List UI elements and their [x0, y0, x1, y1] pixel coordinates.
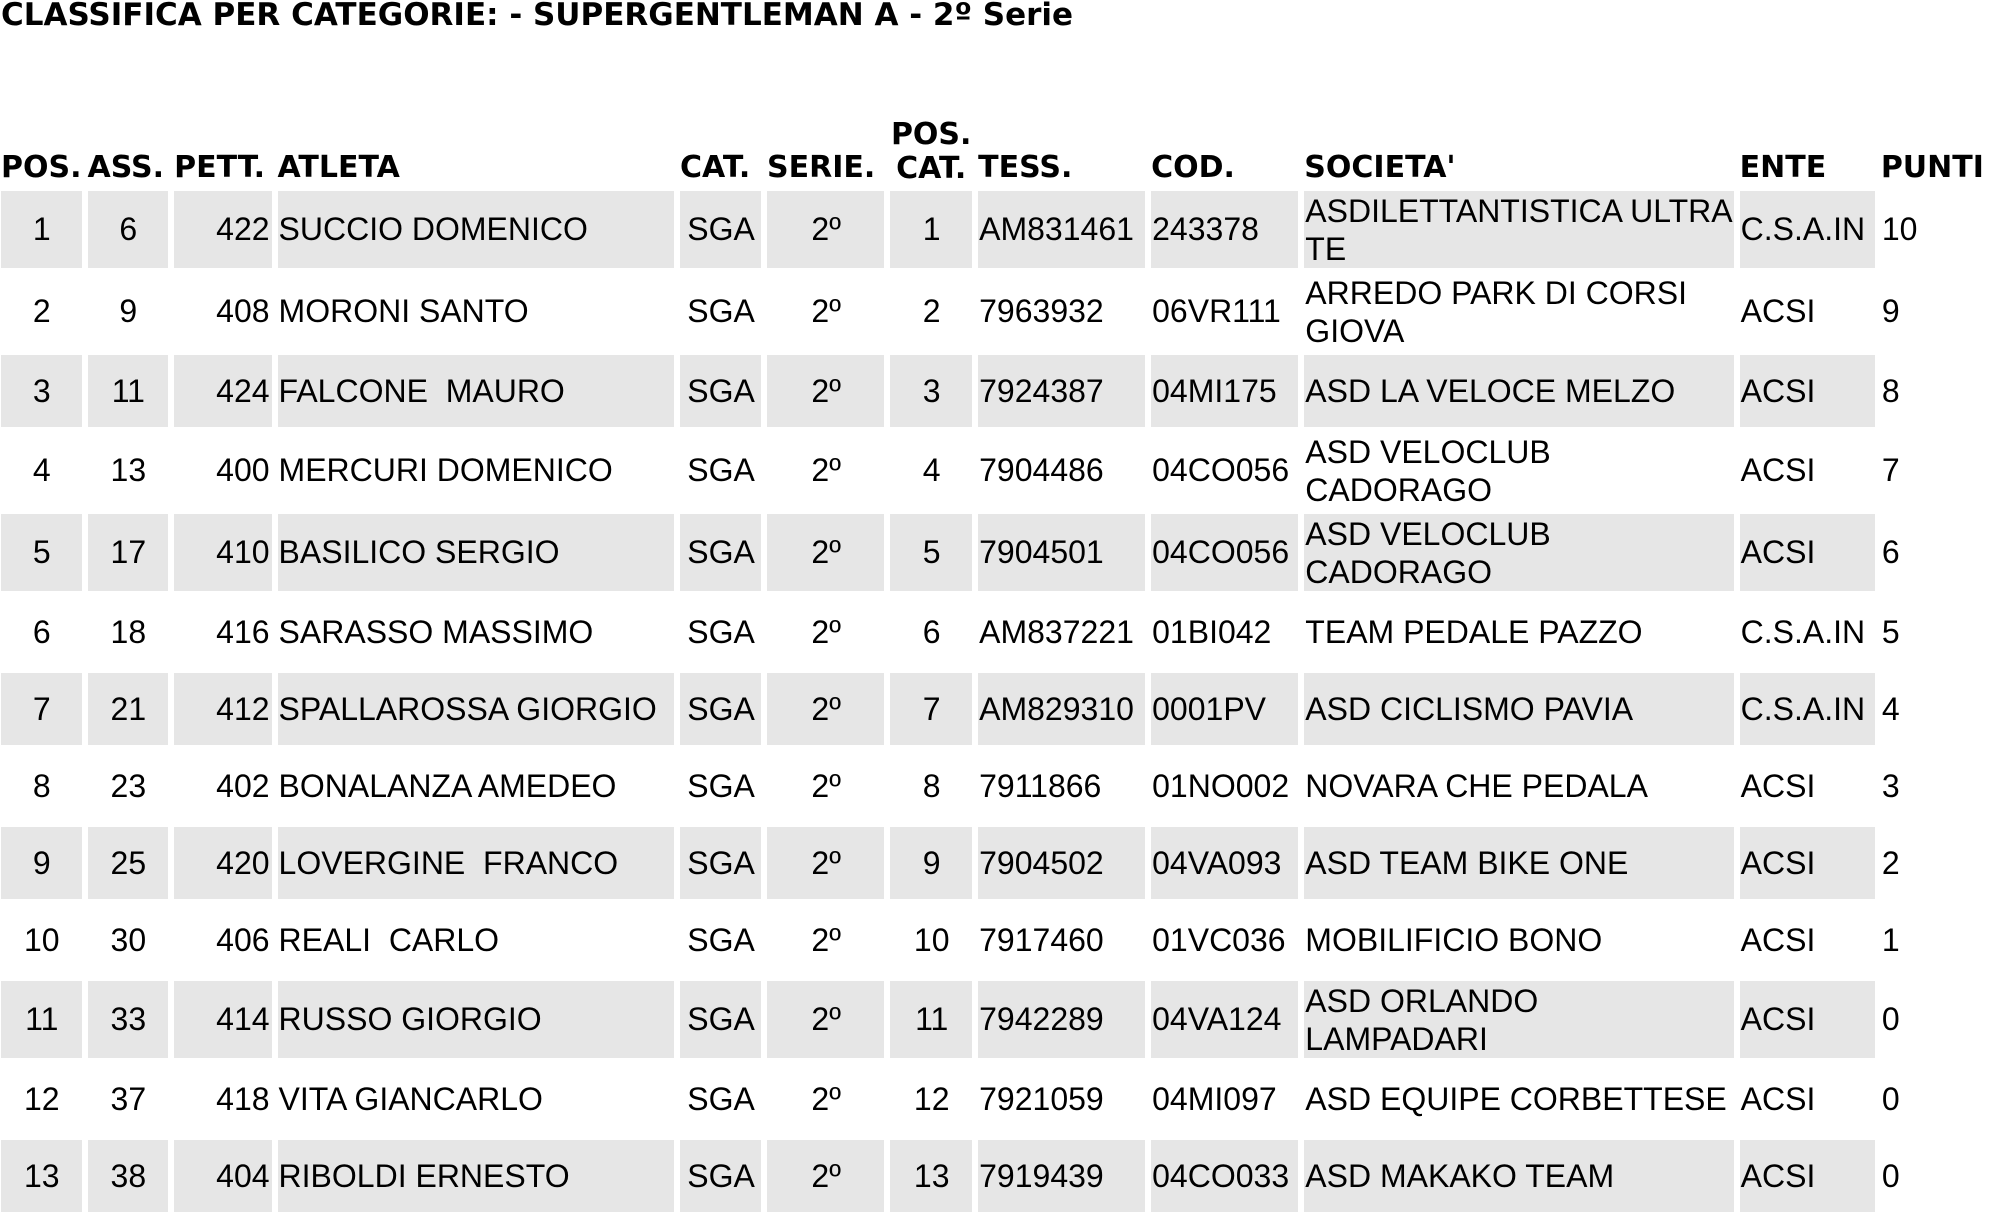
cell-tess: 7924387 [978, 355, 1145, 427]
cell-ente: ACSI [1740, 1080, 1816, 1117]
cell-serie: 2º [767, 514, 884, 591]
cell-punti: 0 [1881, 1157, 1900, 1194]
cell-ente: ACSI [1740, 921, 1816, 958]
cell-tess: 7963932 [979, 293, 1104, 329]
cell-cat: SGA [680, 355, 761, 427]
cell-serie: 2º [767, 827, 884, 899]
cell-pos: 10 [23, 921, 60, 958]
table-row [1, 673, 1994, 745]
cell-punti: 3 [1881, 767, 1900, 804]
cell-poscat: 10 [913, 921, 950, 958]
cell-pos: 5 [1, 514, 82, 591]
cell-serie: 2º [767, 673, 884, 745]
cell-societa: ASDILETTANTISTICA ULTRA TE [1305, 192, 1733, 267]
cell-punti: 4 [1881, 690, 1900, 727]
cell-pett: 418 [216, 1080, 270, 1117]
cell-serie: 2º [811, 452, 841, 488]
cell-societa: ASD ORLANDO LAMPADARI [1304, 981, 1733, 1058]
cell-serie: 2º [767, 981, 884, 1058]
cell-atleta: SARASSO MASSIMO [278, 613, 594, 650]
cell-societa: ASD VELOCLUB CADORAGO [1305, 433, 1551, 508]
header-punti: PUNTI [1880, 150, 1984, 185]
header-pos-cat-line1: POS. [890, 117, 972, 152]
cell-poscat: 9 [890, 827, 972, 899]
cell-atleta: FALCONE MAURO [278, 355, 674, 427]
cell-ente: ACSI [1740, 355, 1875, 427]
results-table [0, 103, 2000, 1217]
cell-cat: SGA [680, 981, 761, 1058]
cell-ente: ACSI [1740, 981, 1875, 1058]
cell-ente: C.S.A.IN [1740, 673, 1875, 745]
cell-poscat: 12 [913, 1080, 950, 1117]
cell-ass: 13 [110, 452, 147, 488]
cell-poscat: 5 [890, 514, 972, 591]
cell-tess: AM837221 [979, 613, 1134, 650]
cell-cod: 04CO056 [1152, 452, 1290, 488]
cell-tess: 7919439 [978, 1140, 1145, 1212]
cell-tess: 7904502 [978, 827, 1145, 899]
cell-poscat: 8 [922, 767, 941, 804]
cell-cat: SGA [680, 191, 761, 268]
cell-pett: 402 [216, 767, 270, 804]
cell-pos: 11 [1, 981, 82, 1058]
cell-punti: 7 [1881, 452, 1900, 488]
cell-poscat: 1 [890, 191, 972, 268]
cell-ass: 38 [88, 1140, 169, 1212]
cell-atleta: MORONI SANTO [278, 293, 529, 329]
cell-cod: 04VA093 [1151, 827, 1298, 899]
cell-pett: 408 [216, 293, 270, 329]
cell-punti: 8 [1881, 372, 1900, 409]
cell-punti: 10 [1881, 211, 1918, 247]
cell-pos: 7 [1, 673, 82, 745]
cell-poscat: 6 [922, 613, 941, 650]
cell-tess: AM829310 [978, 673, 1145, 745]
cell-cod: 06VR111 [1152, 293, 1281, 329]
cell-pos: 13 [1, 1140, 82, 1212]
cell-pett: 416 [216, 613, 270, 650]
table-row [1, 273, 1994, 350]
cell-atleta: VITA GIANCARLO [278, 1080, 543, 1117]
table-row [1, 355, 1994, 427]
cell-cat: SGA [687, 1080, 755, 1117]
cell-tess: AM831461 [978, 191, 1145, 268]
cell-societa: ASD LA VELOCE MELZO [1304, 355, 1733, 427]
table-header [1, 108, 1994, 186]
table-row [1, 827, 1994, 899]
cell-societa: MOBILIFICIO BONO [1305, 922, 1603, 958]
cell-atleta: MERCURI DOMENICO [278, 452, 613, 488]
header-ente: ENTE [1739, 150, 1827, 185]
cell-atleta: SPALLAROSSA GIORGIO [278, 673, 674, 745]
cell-ass: 18 [110, 613, 147, 650]
cell-ente: ACSI [1740, 452, 1816, 488]
cell-cat: SGA [687, 293, 755, 329]
cell-societa: ASD CICLISMO PAVIA [1304, 673, 1733, 745]
header-cat: CAT. [680, 150, 751, 185]
cell-pos: 1 [1, 191, 82, 268]
cell-cat: SGA [687, 921, 755, 958]
cell-tess: 7904501 [978, 514, 1145, 591]
header-atleta: ATLETA [277, 150, 400, 185]
cell-societa: ASD TEAM BIKE ONE [1304, 827, 1733, 899]
cell-pett: 406 [216, 921, 270, 958]
cell-ass: 21 [88, 673, 169, 745]
cell-ass: 30 [110, 921, 147, 958]
header-tess: TESS. [978, 150, 1073, 185]
cell-serie: 2º [811, 921, 841, 958]
cell-poscat: 4 [922, 452, 941, 488]
cell-serie: 2º [811, 613, 841, 650]
cell-ente: C.S.A.IN [1740, 191, 1875, 268]
cell-pos: 3 [1, 355, 82, 427]
cell-atleta: BONALANZA AMEDEO [278, 767, 617, 804]
cell-tess: 7917460 [979, 921, 1104, 958]
table-row [1, 596, 1994, 668]
cell-ente: ACSI [1740, 293, 1816, 329]
cell-tess: 7911866 [979, 767, 1102, 804]
cell-ente: ACSI [1740, 827, 1875, 899]
cell-ass: 33 [88, 981, 169, 1058]
cell-societa: TEAM PEDALE PAZZO [1305, 614, 1643, 650]
cell-ass: 23 [110, 767, 147, 804]
cell-serie: 2º [767, 191, 884, 268]
cell-atleta: REALI CARLO [278, 921, 500, 958]
cell-ente: ACSI [1740, 1140, 1875, 1212]
cell-punti: 0 [1881, 1001, 1900, 1037]
cell-societa: NOVARA CHE PEDALA [1305, 768, 1648, 804]
header-pos-cat-line2: CAT. [896, 151, 967, 186]
cell-pos: 4 [32, 452, 51, 488]
cell-cat: SGA [680, 1140, 761, 1212]
cell-cat: SGA [687, 452, 755, 488]
cell-ass: 6 [88, 191, 169, 268]
cell-pett: 422 [174, 191, 271, 268]
cell-cod: 04CO056 [1151, 514, 1298, 591]
cell-pett: 420 [174, 827, 271, 899]
table-row [1, 432, 1994, 509]
cell-pett: 400 [216, 452, 270, 488]
cell-serie: 2º [767, 1140, 884, 1212]
cell-poscat: 7 [890, 673, 972, 745]
cell-atleta: RUSSO GIORGIO [278, 981, 674, 1058]
cell-pos: 6 [32, 613, 51, 650]
cell-pett: 424 [174, 355, 271, 427]
cell-pett: 404 [174, 1140, 271, 1212]
table-row [1, 1063, 1994, 1135]
cell-tess: 7921059 [979, 1080, 1104, 1117]
table-row [1, 750, 1994, 822]
cell-serie: 2º [811, 293, 841, 329]
cell-poscat: 13 [890, 1140, 972, 1212]
cell-tess: 7942289 [978, 981, 1145, 1058]
table-row [1, 1140, 1994, 1212]
cell-cod: 04VA124 [1151, 981, 1298, 1058]
cell-atleta: LOVERGINE FRANCO [278, 827, 674, 899]
cell-ass: 25 [88, 827, 169, 899]
cell-serie: 2º [767, 355, 884, 427]
cell-poscat: 2 [922, 293, 941, 329]
cell-pos: 2 [32, 293, 51, 329]
cell-punti: 6 [1881, 534, 1900, 570]
cell-ass: 37 [110, 1080, 147, 1117]
cell-punti: 5 [1881, 613, 1900, 650]
table-row [1, 191, 1994, 268]
cell-punti: 0 [1881, 1080, 1900, 1117]
table-body [1, 191, 1994, 1212]
cell-poscat: 11 [890, 981, 972, 1058]
header-cod: COD. [1151, 150, 1235, 185]
table-row [1, 514, 1994, 591]
cell-ass: 17 [88, 514, 169, 591]
cell-cat: SGA [680, 673, 761, 745]
header-ass: ASS. [87, 150, 164, 185]
cell-societa: ASD EQUIPE CORBETTESE [1305, 1080, 1727, 1117]
header-societa: SOCIETA' [1304, 150, 1456, 185]
cell-cat: SGA [680, 514, 761, 591]
cell-societa: ARREDO PARK DI CORSI GIOVA [1305, 274, 1687, 349]
header-pos: POS. [1, 150, 82, 185]
cell-cat: SGA [680, 827, 761, 899]
cell-tess: 7904486 [979, 452, 1104, 488]
header-pett: PETT. [174, 150, 266, 185]
cell-ass: 9 [119, 293, 138, 329]
cell-ente: ACSI [1740, 514, 1875, 591]
cell-cat: SGA [687, 613, 755, 650]
cell-atleta: SUCCIO DOMENICO [278, 191, 674, 268]
cell-societa: ASD VELOCLUB CADORAGO [1304, 514, 1733, 591]
header-serie: SERIE. [767, 150, 876, 185]
cell-cod: 04CO033 [1151, 1140, 1298, 1212]
cell-ente: ACSI [1740, 767, 1816, 804]
cell-punti: 2 [1881, 844, 1900, 881]
cell-cod: 243378 [1151, 191, 1298, 268]
table-row [1, 981, 1994, 1058]
cell-cod: 04MI097 [1152, 1080, 1277, 1117]
cell-cod: 04MI175 [1151, 355, 1298, 427]
cell-pett: 410 [174, 514, 271, 591]
cell-atleta: RIBOLDI ERNESTO [278, 1140, 674, 1212]
cell-punti: 9 [1881, 293, 1900, 329]
cell-pett: 414 [174, 981, 271, 1058]
cell-pos: 9 [1, 827, 82, 899]
page-title: CLASSIFICA PER CATEGORIE: - SUPERGENTLEMAN A - 2º Serie [1, 0, 1074, 33]
cell-pett: 412 [174, 673, 271, 745]
cell-pos: 8 [32, 767, 51, 804]
cell-cat: SGA [687, 767, 755, 804]
cell-ass: 11 [88, 355, 169, 427]
cell-serie: 2º [811, 767, 841, 804]
cell-poscat: 3 [890, 355, 972, 427]
cell-cod: 01NO002 [1152, 767, 1290, 804]
cell-ente: C.S.A.IN [1740, 613, 1866, 650]
header-pos-cat [890, 108, 972, 186]
cell-cod: 01VC036 [1152, 921, 1286, 958]
cell-serie: 2º [811, 1080, 841, 1117]
cell-cod: 0001PV [1151, 673, 1298, 745]
header-row [1, 108, 1994, 186]
cell-punti: 1 [1881, 921, 1900, 958]
cell-atleta: BASILICO SERGIO [278, 514, 674, 591]
cell-societa: ASD MAKAKO TEAM [1304, 1140, 1733, 1212]
cell-pos: 12 [23, 1080, 60, 1117]
cell-cod: 01BI042 [1152, 613, 1272, 650]
table-row [1, 904, 1994, 976]
